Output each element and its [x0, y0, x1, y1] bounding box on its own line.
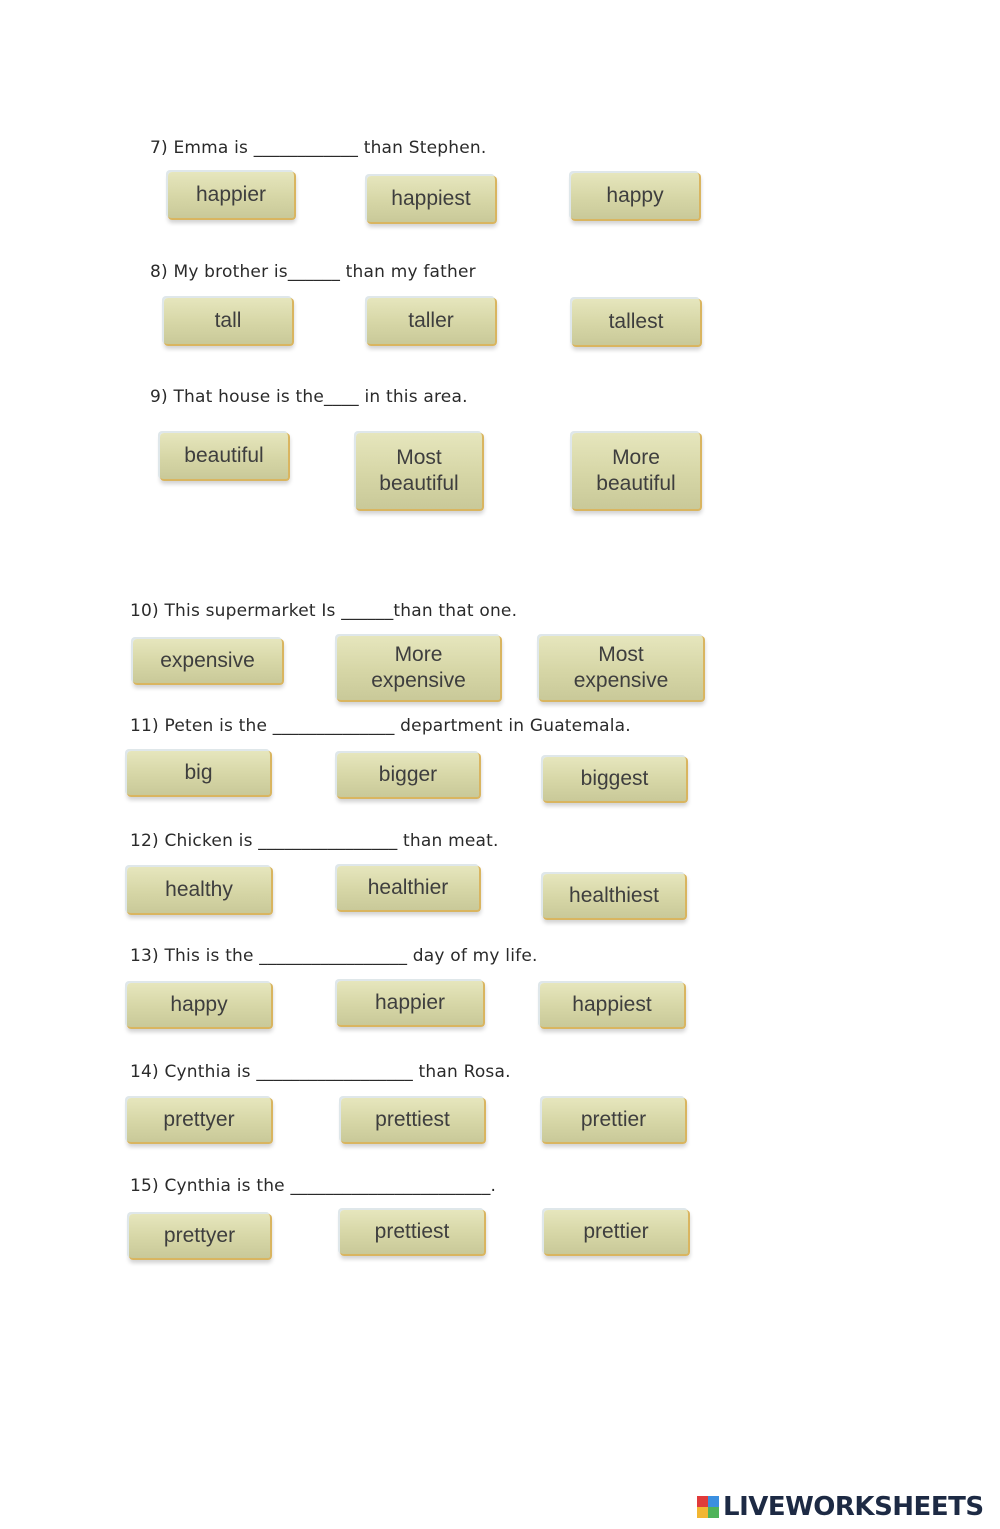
answer-option-healthier[interactable] — [337, 866, 481, 912]
answer-option-happiest[interactable] — [367, 176, 497, 224]
answer-option-label: biggest — [580, 767, 649, 790]
answer-option-bigger[interactable] — [337, 753, 481, 799]
question-10: 10) This supermarket Is ______than that one. — [130, 601, 518, 621]
answer-option-label: prettiest — [375, 1108, 450, 1131]
answer-option-prettier[interactable] — [542, 1098, 687, 1144]
question-13: 13) This is the _________________ day of my life. — [130, 946, 538, 966]
answer-option-prettier[interactable] — [544, 1210, 690, 1256]
answer-option-prettiest[interactable] — [341, 1098, 486, 1144]
answer-option-label: More beautiful — [596, 446, 676, 495]
answer-option-label: big — [184, 761, 213, 784]
answer-option-prettyer[interactable] — [127, 1098, 273, 1144]
answer-option-label: happiest — [391, 187, 471, 210]
brand-name: LIVEWORKSHEETS — [723, 1492, 984, 1522]
answer-option-taller[interactable] — [367, 298, 497, 346]
answer-option-label: beautiful — [184, 444, 264, 467]
answer-option-happiest[interactable] — [540, 983, 686, 1029]
answer-option-tallest[interactable] — [572, 299, 702, 347]
answer-option-label: happy — [170, 993, 228, 1016]
answer-option-label: prettyer — [163, 1108, 235, 1131]
question-7: 7) Emma is ____________ than Stephen. — [150, 138, 487, 158]
answer-option-big[interactable] — [127, 751, 272, 797]
answer-option-label: expensive — [160, 649, 255, 672]
answer-option-label: happier — [374, 991, 446, 1014]
answer-option-label: healthy — [165, 878, 233, 901]
question-12: 12) Chicken is ________________ than meat. — [130, 831, 499, 851]
answer-option-label: prettiest — [374, 1220, 450, 1243]
answer-option-beautiful[interactable] — [160, 433, 290, 481]
answer-option-label: taller — [408, 309, 454, 332]
question-8: 8) My brother is______ than my father — [150, 262, 476, 282]
answer-option-label: prettier — [580, 1108, 647, 1131]
answer-option-most-expensive[interactable] — [539, 636, 705, 702]
answer-option-label: tall — [214, 309, 242, 332]
answer-option-more-beautiful[interactable] — [572, 433, 702, 511]
answer-option-label: Most expensive — [573, 643, 669, 692]
question-11: 11) Peten is the ______________ department in Guatemala. — [130, 716, 631, 736]
liveworksheets-logo-icon — [697, 1496, 719, 1518]
answer-option-happier[interactable] — [168, 172, 296, 220]
answer-option-label: prettyer — [163, 1224, 236, 1247]
liveworksheets-logo — [697, 1492, 984, 1522]
answer-option-tall[interactable] — [164, 298, 294, 346]
answer-option-expensive[interactable] — [133, 639, 284, 685]
answer-option-label: healthiest — [569, 884, 659, 907]
question-9: 9) That house is the____ in this area. — [150, 387, 468, 407]
answer-option-label: Most beautiful — [379, 446, 459, 495]
answer-option-most-beautiful[interactable] — [356, 433, 484, 511]
answer-option-healthiest[interactable] — [543, 874, 687, 920]
answer-option-label: happy — [606, 184, 664, 207]
answer-option-happy[interactable] — [571, 173, 701, 221]
answer-option-label: More expensive — [371, 643, 466, 692]
answer-option-prettyer[interactable] — [129, 1214, 272, 1260]
answer-option-happier[interactable] — [337, 981, 485, 1027]
answer-option-more-expensive[interactable] — [337, 636, 502, 702]
answer-option-label: bigger — [378, 763, 438, 786]
question-15: 15) Cynthia is the _______________________. — [130, 1176, 497, 1196]
answer-option-label: prettier — [583, 1220, 649, 1243]
answer-option-prettiest[interactable] — [340, 1210, 486, 1256]
answer-option-biggest[interactable] — [543, 757, 688, 803]
answer-option-label: tallest — [608, 310, 664, 333]
answer-option-label: healthier — [367, 876, 449, 899]
answer-option-healthy[interactable] — [127, 867, 273, 915]
answer-option-happy[interactable] — [127, 983, 273, 1029]
answer-option-label: happiest — [572, 993, 652, 1016]
question-14: 14) Cynthia is __________________ than Rosa. — [130, 1062, 511, 1082]
answer-option-label: happier — [195, 183, 267, 206]
